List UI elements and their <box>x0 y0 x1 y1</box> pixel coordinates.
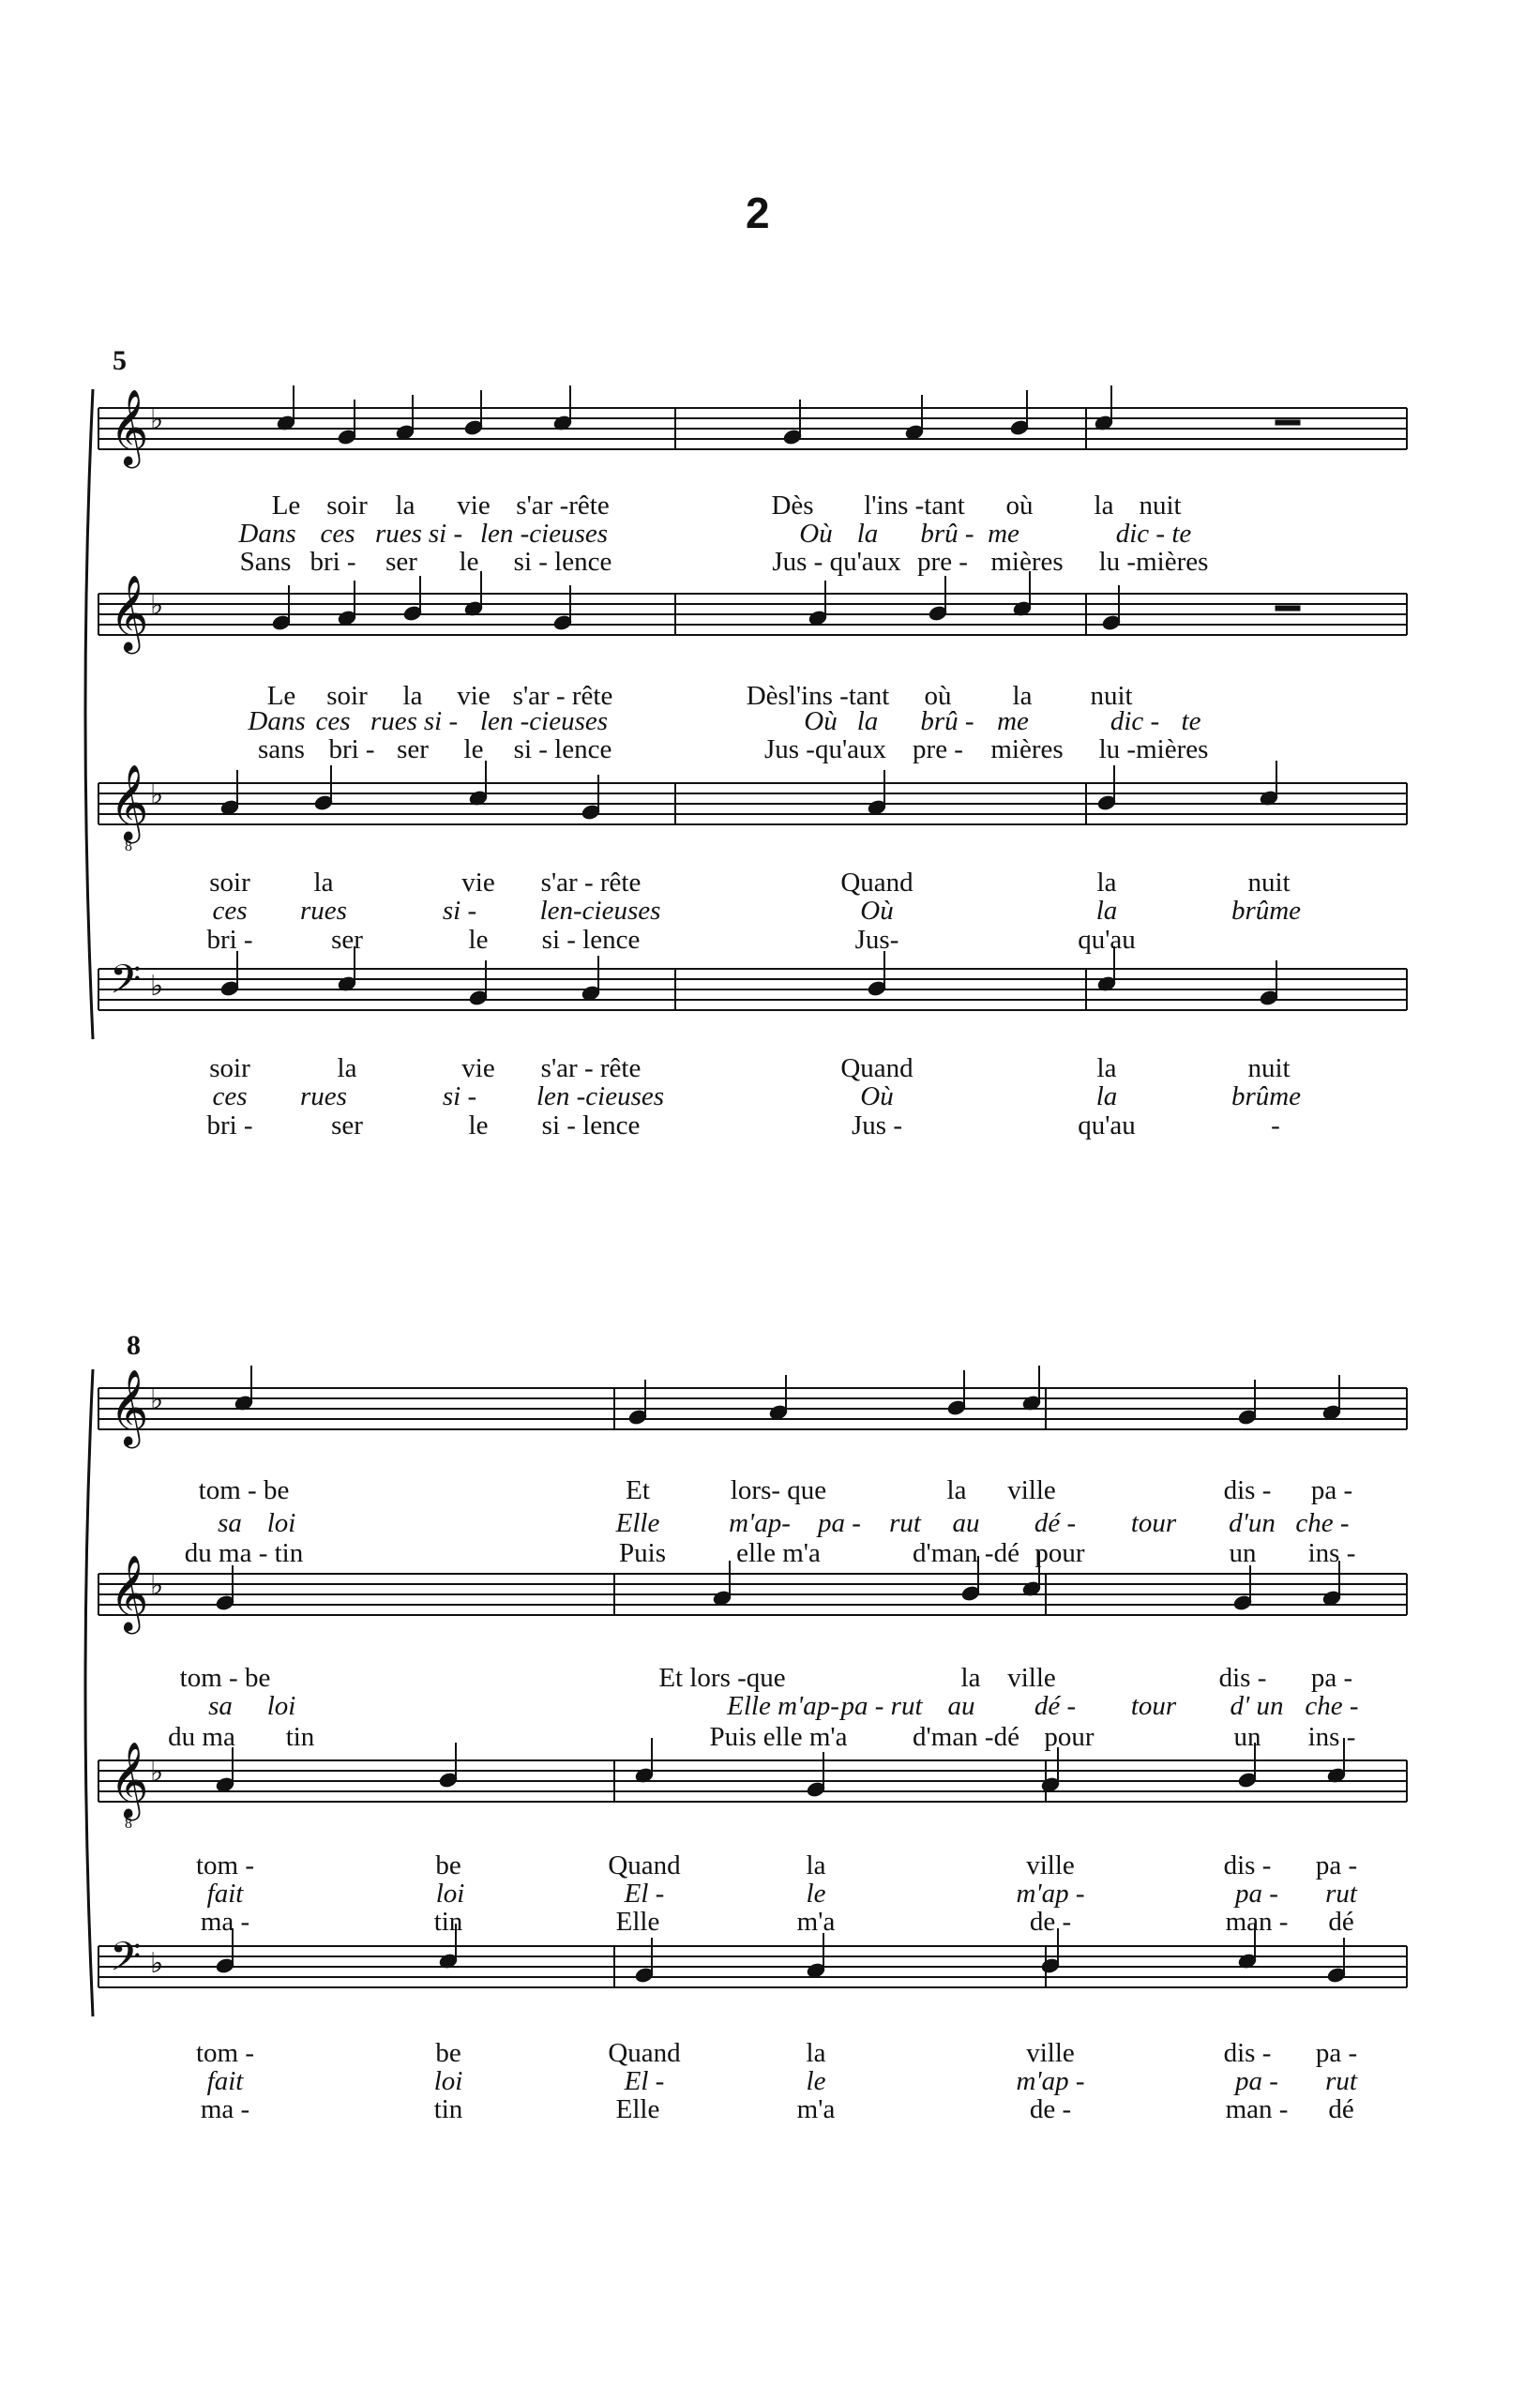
lyric-syllable: tom - <box>195 2038 255 2068</box>
lyric-syllable: Elle m'ap- <box>727 1691 839 1721</box>
lyric-syllable: rut <box>889 1508 921 1538</box>
lyric-syllable: dic - te <box>1115 519 1192 549</box>
lyric-syllable: rues <box>370 706 417 736</box>
lyric-syllable: Elle <box>615 2094 660 2124</box>
lyric-syllable: rues <box>300 896 347 926</box>
lyric-syllable: dé - <box>1034 1691 1077 1721</box>
lyric-syllable: pre - <box>917 547 968 577</box>
lyric-syllable: si - <box>428 519 463 549</box>
lyric-syllable: dis - <box>1218 1663 1267 1693</box>
lyric-syllable: soir <box>209 1053 250 1083</box>
treble-clef-icon: 𝄞 <box>110 1554 149 1631</box>
lyric-syllable: la <box>960 1663 981 1693</box>
lyric-syllable: ser <box>397 734 429 764</box>
lyric-syllable: d'un <box>1229 1508 1276 1538</box>
lyric-syllable: la <box>806 1850 826 1880</box>
lyric-syllable: loi <box>266 1691 296 1721</box>
lyric-syllable: Dans <box>238 519 296 549</box>
lyric-syllable: la <box>1094 491 1114 521</box>
lyric-syllable: nuit <box>1247 1053 1291 1083</box>
lyric-syllable: la <box>1095 1081 1118 1111</box>
lyric-syllable: si - lence <box>541 1110 641 1140</box>
lyric-syllable: El - <box>624 1879 665 1909</box>
lyric-syllable: dé <box>1328 2094 1354 2124</box>
lyric-syllable: ces <box>320 519 355 549</box>
lyric-syllable: bri - <box>206 1110 253 1140</box>
lyric-syllable: Elle <box>615 1508 660 1538</box>
octave-marker: 8 <box>125 838 132 854</box>
lyric-syllable: Jus- <box>854 925 899 955</box>
lyric-syllable: nuit <box>1139 491 1182 521</box>
lyric-syllable: pa - rut <box>840 1691 923 1721</box>
lyric-syllable: dis - <box>1223 1475 1272 1505</box>
lyric-syllable: Puis elle m'a <box>709 1722 848 1752</box>
lyric-syllable: la <box>337 1053 357 1083</box>
lyric-syllable: len -cieuses <box>479 519 609 549</box>
lyric-syllable: pa - <box>818 1508 861 1538</box>
lyric-syllable: tom - be <box>198 1475 290 1505</box>
lyric-syllable: au <box>952 1508 980 1538</box>
lyric-syllable: pa - <box>1235 1879 1278 1909</box>
flat-icon: ♭ <box>150 970 164 1003</box>
lyric-syllable: la <box>856 706 879 736</box>
lyric-syllable: si - lence <box>513 734 612 764</box>
flat-icon: ♭ <box>150 589 164 622</box>
lyric-syllable: si - <box>442 1081 477 1111</box>
lyric-syllable: Dèsl'ins -tant <box>746 681 890 711</box>
lyric-syllable: pa - <box>1315 2038 1358 2068</box>
lyric-syllable: ma - <box>200 2094 250 2124</box>
lyric-syllable: El - <box>624 2066 665 2096</box>
lyric-syllable: tin <box>433 1907 463 1937</box>
lyric-syllable: sa <box>208 1691 233 1721</box>
treble-clef-icon: 𝄞 <box>110 388 149 465</box>
lyric-syllable: ville <box>1007 1663 1056 1693</box>
lyric-syllable: tom - be <box>179 1663 271 1693</box>
lyric-syllable: pa - <box>1310 1663 1353 1693</box>
lyric-syllable: tin <box>433 2094 463 2124</box>
lyric-syllable: vie <box>461 868 495 898</box>
lyric-syllable: le <box>468 925 489 955</box>
lyric-syllable: man - <box>1225 1907 1289 1937</box>
lyric-syllable: elle m'a <box>736 1538 821 1568</box>
lyric-syllable: len -cieuses <box>479 706 609 736</box>
lyric-syllable: bri - <box>310 547 356 577</box>
lyric-syllable: mières <box>990 547 1064 577</box>
lyric-syllable: Quand <box>840 868 913 898</box>
lyric-syllable: ma - <box>200 1907 250 1937</box>
lyric-syllable: ces <box>212 896 248 926</box>
lyric-syllable: la <box>1096 868 1117 898</box>
lyric-syllable: Et lors -que <box>658 1663 786 1693</box>
lyric-syllable: s'ar -rête <box>516 491 610 521</box>
lyric-syllable: Puis <box>619 1538 666 1568</box>
lyric-syllable: m'ap - <box>1016 1879 1085 1909</box>
system-bracket <box>85 389 93 1039</box>
lyric-syllable: m'a <box>796 2094 836 2124</box>
lyric-syllable: vie <box>457 681 491 711</box>
lyric-syllable: Quand <box>608 2038 681 2068</box>
lyric-syllable: bri - <box>206 925 253 955</box>
treble-clef-icon: 𝄞 <box>110 1741 149 1818</box>
lyric-syllable: pour <box>1034 1538 1085 1568</box>
lyric-syllable: m'a <box>796 1907 836 1937</box>
lyric-syllable: où <box>1005 491 1034 521</box>
lyric-syllable: tom - <box>195 1850 255 1880</box>
lyric-syllable: au <box>947 1691 975 1721</box>
lyric-syllable: be <box>435 2038 461 2068</box>
lyric-syllable: Le <box>271 491 301 521</box>
lyric-syllable: ville <box>1026 1850 1075 1880</box>
lyric-syllable: s'ar - rête <box>540 1053 642 1083</box>
lyric-syllable: sa <box>218 1508 242 1538</box>
lyric-syllable: nuit <box>1090 681 1133 711</box>
lyric-syllable: la <box>1096 1053 1117 1083</box>
lyric-syllable: brû - <box>920 519 974 549</box>
lyric-syllable: pour <box>1044 1722 1095 1752</box>
lyric-syllable: ser <box>331 925 363 955</box>
lyric-syllable: man - <box>1225 2094 1289 2124</box>
lyric-syllable: la <box>402 681 423 711</box>
lyric-syllable: dé - <box>1034 1508 1077 1538</box>
lyric-syllable: rut <box>1325 2066 1357 2096</box>
lyric-syllable: soir <box>326 681 368 711</box>
lyric-syllable: Le <box>266 681 296 711</box>
flat-icon: ♭ <box>150 1947 164 1980</box>
lyric-syllable: - <box>1271 1110 1280 1140</box>
lyric-syllable: soir <box>326 491 368 521</box>
lyric-syllable: le <box>806 1879 826 1909</box>
lyric-syllable: qu'au <box>1078 925 1136 955</box>
lyric-syllable: me <box>988 519 1019 549</box>
page-number: 2 <box>746 189 770 237</box>
lyric-syllable: Quand <box>608 1850 681 1880</box>
lyric-syllable: le <box>468 1110 489 1140</box>
bass-clef-icon: 𝄢 <box>110 957 142 1013</box>
lyric-syllable: sans <box>258 734 305 764</box>
lyric-syllable: te <box>1181 706 1201 736</box>
lyric-syllable: Quand <box>840 1053 913 1083</box>
lyric-syllable: loi <box>435 1879 465 1909</box>
lyric-syllable: dis - <box>1223 1850 1272 1880</box>
lyric-syllable: ces <box>315 706 351 736</box>
lyric-syllable: un <box>1233 1722 1261 1752</box>
lyric-syllable: rues <box>375 519 422 549</box>
lyric-syllable: d'man -dé <box>913 1722 1019 1752</box>
lyric-syllable: len -cieuses <box>536 1081 665 1111</box>
lyric-syllable: le <box>459 547 479 577</box>
lyric-syllable: la <box>395 491 415 521</box>
lyric-syllable: tour <box>1130 1508 1177 1538</box>
lyric-syllable: la <box>856 519 879 549</box>
lyric-syllable: d'man -dé <box>913 1538 1019 1568</box>
lyric-syllable: du ma <box>168 1722 235 1752</box>
lyric-syllable: Dès <box>771 491 814 521</box>
lyric-syllable: pa - <box>1315 1850 1358 1880</box>
lyric-syllable: dé <box>1328 1907 1354 1937</box>
lyric-syllable: Jus -qu'aux <box>763 734 887 764</box>
measure-number-system-1: 5 <box>113 345 127 376</box>
lyric-syllable: rues <box>300 1081 347 1111</box>
lyric-syllable: tin <box>285 1722 315 1752</box>
lyric-syllable: l'ins -tant <box>864 491 965 521</box>
lyric-syllable: m'ap - <box>1016 2066 1085 2096</box>
lyric-syllable: la <box>806 2038 826 2068</box>
lyric-syllable: Où <box>804 706 838 736</box>
lyric-syllable: soir <box>209 868 250 898</box>
lyric-syllable: lu -mières <box>1098 734 1209 764</box>
lyric-syllable: vie <box>457 491 491 521</box>
treble-clef-icon: 𝄞 <box>110 763 149 840</box>
lyric-syllable: Où <box>799 519 833 549</box>
lyric-syllable: la <box>1012 681 1033 711</box>
lyric-syllable: de - <box>1029 1907 1072 1937</box>
lyric-syllable: Où <box>860 896 894 926</box>
lyric-syllable: Sans <box>239 547 292 577</box>
lyric-syllable: la <box>1095 896 1118 926</box>
lyric-syllable: d' un <box>1230 1691 1284 1721</box>
lyric-syllable: dis - <box>1223 2038 1272 2068</box>
lyric-syllable: bri - <box>328 734 375 764</box>
lyric-syllable: mières <box>990 734 1064 764</box>
bass-clef-icon: 𝄢 <box>110 1934 142 1990</box>
lyric-syllable: ville <box>1007 1475 1056 1505</box>
lyric-syllable: brûme <box>1230 896 1302 926</box>
lyric-syllable: loi <box>266 1508 296 1538</box>
lyric-syllable: pre - <box>913 734 963 764</box>
lyric-syllable: Et <box>626 1475 650 1505</box>
treble-clef-icon: 𝄞 <box>110 574 149 651</box>
lyric-syllable: brûme <box>1230 1081 1302 1111</box>
flat-icon: ♭ <box>150 778 164 811</box>
lyric-syllable: ser <box>331 1110 363 1140</box>
lyric-syllable: ser <box>385 547 417 577</box>
flat-icon: ♭ <box>150 1383 164 1416</box>
lyric-syllable: du ma - tin <box>184 1538 304 1568</box>
system-bracket <box>85 1369 93 2016</box>
lyric-syllable: Elle <box>615 1907 660 1937</box>
lyric-syllable: fait <box>206 1879 244 1909</box>
lyric-syllable: pa - <box>1235 2066 1278 2096</box>
octave-marker: 8 <box>125 1816 132 1832</box>
flat-icon: ♭ <box>150 1756 164 1789</box>
whole-rest-icon <box>1276 606 1300 611</box>
lyric-syllable: brû - <box>920 706 974 736</box>
lyric-syllable: ins - <box>1307 1538 1356 1568</box>
lyric-syllable: rut <box>1325 1879 1357 1909</box>
lyric-syllable: tour <box>1130 1691 1177 1721</box>
lyric-syllable: ins - <box>1307 1722 1356 1752</box>
lyric-syllable: be <box>435 1850 461 1880</box>
lyric-syllable: che - <box>1295 1508 1350 1538</box>
lyric-syllable: pa - <box>1310 1475 1353 1505</box>
measure-number-system-2: 8 <box>127 1330 141 1361</box>
lyric-syllable: Où <box>860 1081 894 1111</box>
lyric-syllable: le <box>806 2066 826 2096</box>
lyric-syllable: loi <box>433 2066 463 2096</box>
lyric-syllable: lu -mières <box>1098 547 1209 577</box>
lyric-syllable: lors- que <box>730 1475 827 1505</box>
lyric-syllable: de - <box>1029 2094 1072 2124</box>
lyric-syllable: vie <box>461 1053 495 1083</box>
lyric-syllable: s'ar - rête <box>512 681 613 711</box>
lyric-syllable: me <box>997 706 1029 736</box>
lyric-syllable: Jus - qu'aux <box>772 547 901 577</box>
lyric-syllable: qu'au <box>1078 1110 1136 1140</box>
lyric-syllable: ville <box>1026 2038 1075 2068</box>
treble-clef-icon: 𝄞 <box>110 1368 149 1445</box>
lyric-syllable: un <box>1229 1538 1257 1568</box>
lyric-syllable: ces <box>212 1081 248 1111</box>
flat-icon: ♭ <box>150 403 164 436</box>
lyric-syllable: che - <box>1305 1691 1359 1721</box>
whole-rest-icon <box>1276 420 1300 425</box>
lyric-syllable: nuit <box>1247 868 1291 898</box>
lyric-syllable: si - lence <box>513 547 612 577</box>
lyric-syllable: si - lence <box>541 925 641 955</box>
lyric-syllable: len-cieuses <box>539 896 661 926</box>
lyric-syllable: la <box>313 868 334 898</box>
lyric-syllable: Jus - <box>852 1110 902 1140</box>
flat-icon: ♭ <box>150 1569 164 1602</box>
lyric-syllable: la <box>946 1475 967 1505</box>
lyric-syllable: s'ar - rête <box>540 868 642 898</box>
lyric-syllable: si - <box>423 706 459 736</box>
lyric-syllable: fait <box>206 2066 244 2096</box>
lyric-syllable: le <box>463 734 484 764</box>
lyric-syllable: si - <box>442 896 477 926</box>
lyric-syllable: où <box>924 681 952 711</box>
lyric-syllable: Dans <box>248 706 306 736</box>
lyric-syllable: m'ap- <box>729 1508 791 1538</box>
lyric-syllable: dic - <box>1110 706 1160 736</box>
